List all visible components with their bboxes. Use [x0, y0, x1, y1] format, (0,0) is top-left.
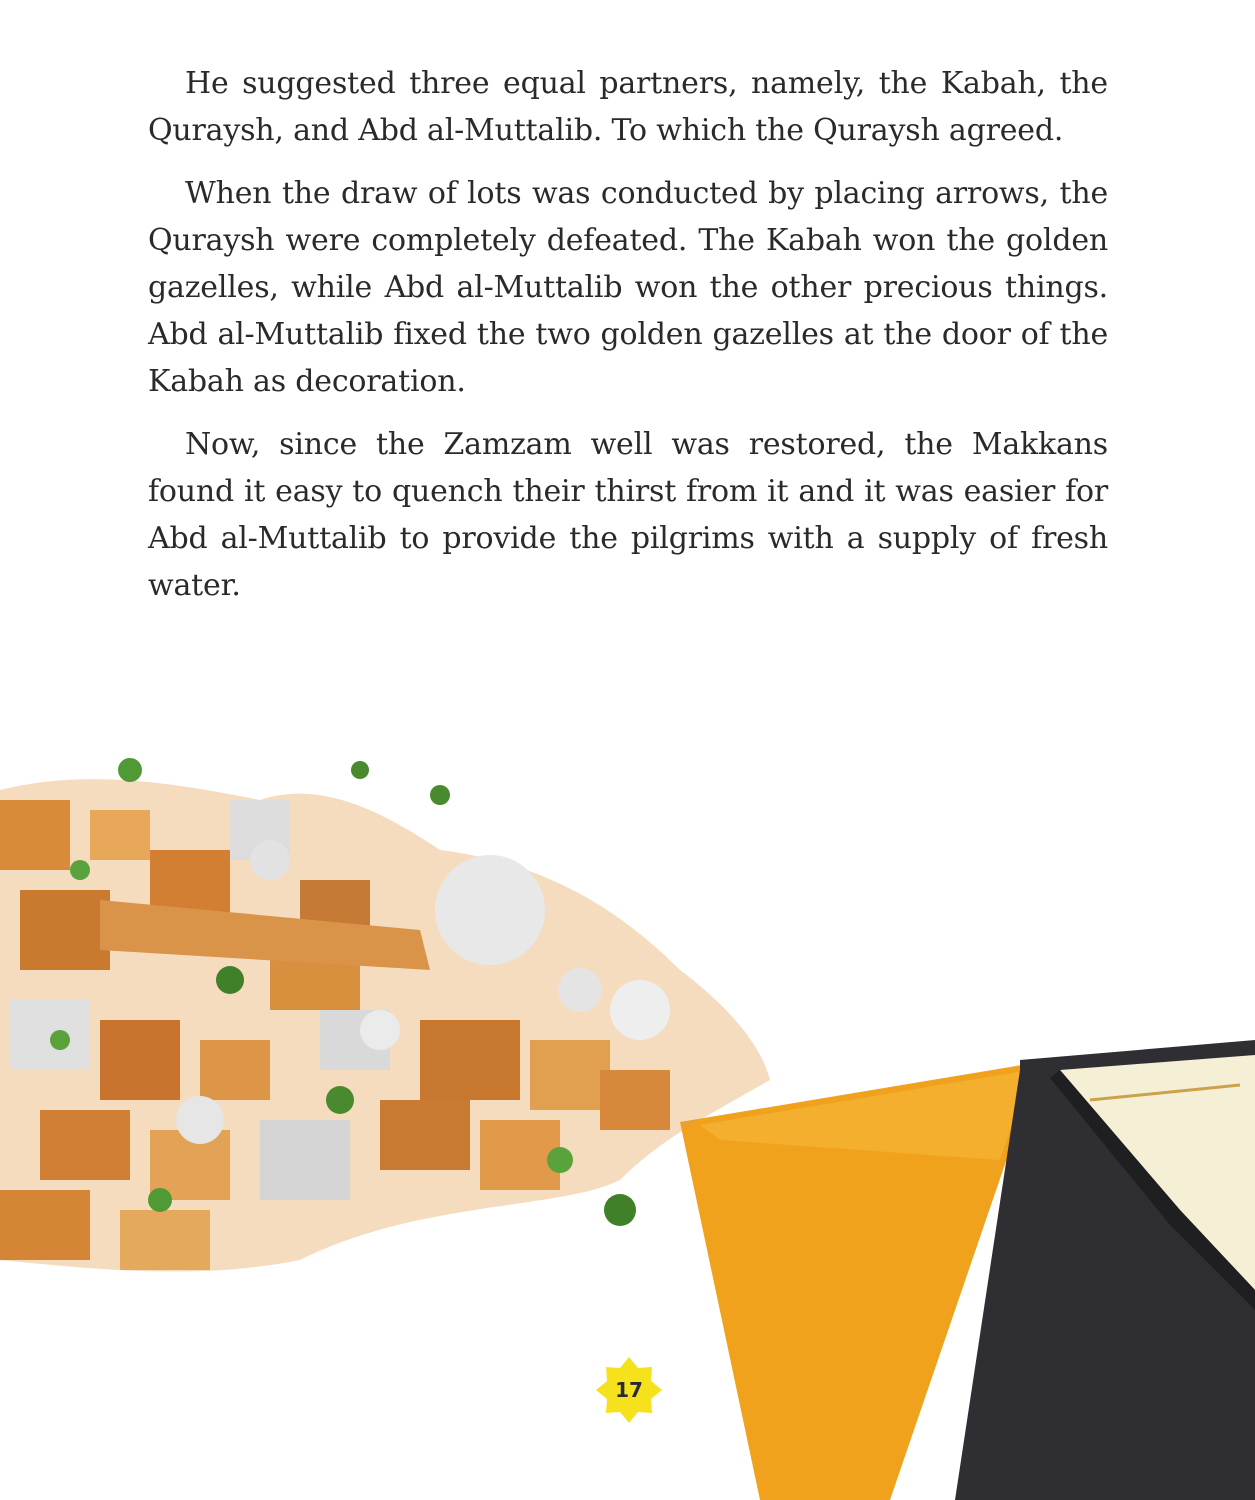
paragraph-3: Now, since the Zamzam well was restored, the Makkans found it easy to quench their thirst from it and it was easier for Abd al-Muttalib to provide the pilgrims with a supply of fresh water. — [148, 427, 1108, 603]
page-number: 17 — [615, 1378, 643, 1402]
town-illustration — [0, 758, 770, 1272]
paragraph-1: He suggested three equal partners, namely, the Kabah, the Quraysh, and Abd al-Muttalib. To which the Quraysh agreed. — [148, 66, 1108, 148]
page-number-badge — [596, 1357, 662, 1423]
text-block — [148, 60, 1108, 625]
paragraph-2: When the draw of lots was conducted by placing arrows, the Quraysh were completely defeated. The Kabah won the golden gazelles, while Abd al-Muttalib won the other precious things. Abd al-Muttalib fixed the two golden gazelles at the door of the Kabah as decoration. — [148, 176, 1108, 399]
